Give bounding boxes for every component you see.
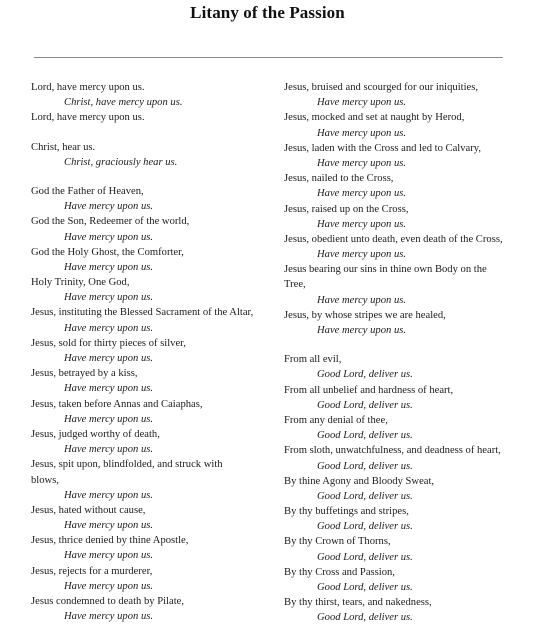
page-title: Litany of the Passion [190, 3, 345, 22]
litany-response: Good Lord, deliver us. [317, 551, 413, 563]
litany-response: Have mercy upon us. [64, 353, 154, 364]
section-spacer [31, 126, 271, 140]
litany-response: Have mercy upon us. [64, 550, 154, 562]
litany-petition: By thine Agony and Bloody Sweat, [284, 475, 435, 487]
litany-petition: Jesus, bruised and scourged for our iniquities, [284, 82, 478, 93]
litany-petition: Jesus, by whose stripes we are healed, [284, 309, 446, 321]
litany-response: Have mercy upon us. [317, 97, 407, 109]
litany-petition: Jesus, spit upon, blindfolded, and struck with [31, 459, 223, 471]
litany-petition: Jesus, hated without cause, [31, 504, 146, 516]
litany-petition: Jesus, sold for thirty pieces of silver, [31, 337, 186, 349]
litany-petition: From all evil, [284, 354, 342, 366]
litany-response: Have mercy upon us. [64, 383, 154, 395]
litany-response: Christ, graciously hear us. [64, 156, 178, 168]
litany-response: Have mercy upon us. [64, 322, 154, 334]
section-spacer [31, 170, 271, 184]
litany-petition: By thy Cross and Passion, [284, 566, 395, 578]
litany-response: Have mercy upon us. [317, 218, 407, 230]
litany-petition: Jesus, thrice denied by thine Apostle, [31, 535, 189, 547]
litany-petition: From sloth, unwatchfulness, and deadness of heart, [284, 445, 501, 457]
litany-response: Good Lord, deliver us. [317, 582, 413, 593]
litany-column-right [284, 80, 516, 626]
litany-response: Have mercy upon us. [64, 292, 154, 304]
litany-response: Have mercy upon us. [64, 520, 154, 532]
litany-response: Have mercy upon us. [64, 580, 154, 592]
litany-response: Have mercy upon us. [64, 413, 154, 425]
litany-response: Good Lord, deliver us. [317, 369, 413, 381]
litany-response: Have mercy upon us. [64, 261, 154, 273]
litany-response: Have mercy upon us. [317, 188, 407, 200]
litany-petition: Jesus, betrayed by a kiss, [31, 368, 138, 380]
litany-petition: Jesus, obedient unto death, even death of the Cross, [284, 233, 503, 245]
litany-petition: Jesus, nailed to the Cross, [284, 173, 394, 185]
litany-petition: Jesus, rejects for a murderer, [31, 565, 153, 577]
title-divider [34, 57, 503, 58]
litany-response: Good Lord, deliver us. [317, 490, 413, 502]
litany-petition: By thy buffetings and stripes, [284, 506, 409, 518]
litany-petition: Jesus bearing our sins in thine own Body on the [284, 264, 487, 276]
litany-response: Good Lord, deliver us. [317, 521, 413, 533]
section-spacer [284, 338, 516, 352]
litany-petition: By thy thirst, tears, and nakedness, [284, 597, 432, 609]
litany-petition: Jesus, laden with the Cross and led to Calvary, [284, 142, 482, 154]
litany-response: Good Lord, deliver us. [317, 612, 413, 624]
litany-petition: Jesus, raised up on the Cross, [284, 203, 409, 215]
litany-petition: Jesus, mocked and set at naught by Herod, [284, 112, 465, 124]
litany-petition: Tree, [284, 279, 306, 291]
litany-petition: Jesus, judged worthy of death, [31, 428, 160, 440]
litany-response: Have mercy upon us. [64, 231, 154, 243]
litany-response: Have mercy upon us. [317, 294, 407, 306]
litany-response: Have mercy upon us. [317, 157, 407, 169]
litany-response: Christ, have mercy upon us. [64, 97, 183, 109]
litany-response: Have mercy upon us. [317, 325, 407, 336]
litany-response: Good Lord, deliver us. [317, 399, 413, 411]
litany-response: Have mercy upon us. [317, 249, 407, 261]
litany-petition: God the Father of Heaven, [31, 185, 144, 197]
litany-response: Have mercy upon us. [64, 489, 154, 501]
litany-petition: blows, [31, 474, 59, 486]
litany-petition: Jesus, instituting the Blessed Sacrament of the Altar, [31, 307, 254, 319]
litany-response: Have mercy upon us. [64, 611, 154, 623]
litany-petition: Jesus, taken before Annas and Caiaphas, [31, 398, 203, 410]
litany-petition: Christ, hear us. [31, 141, 96, 153]
litany-petition: God the Son, Redeemer of the world, [31, 216, 190, 228]
litany-petition: Jesus condemned to death by Pilate, [31, 596, 184, 607]
litany-petition: From all unbelief and hardness of heart, [284, 384, 454, 396]
litany-petition: Lord, have mercy upon us. [31, 82, 145, 93]
litany-response: Good Lord, deliver us. [317, 460, 413, 472]
litany-petition: From any denial of thee, [284, 414, 388, 426]
litany-petition: By thy Crown of Thorns, [284, 536, 391, 548]
litany-petition: God the Holy Ghost, the Comforter, [31, 246, 184, 258]
litany-column-left [31, 80, 271, 624]
litany-response: Have mercy upon us. [317, 127, 407, 139]
litany-response: Have mercy upon us. [64, 444, 154, 456]
litany-response: Have mercy upon us. [64, 201, 154, 213]
litany-petition: Lord, have mercy upon us. [31, 112, 145, 124]
litany-petition: Holy Trinity, One God, [31, 277, 130, 289]
litany-response: Good Lord, deliver us. [317, 430, 413, 442]
